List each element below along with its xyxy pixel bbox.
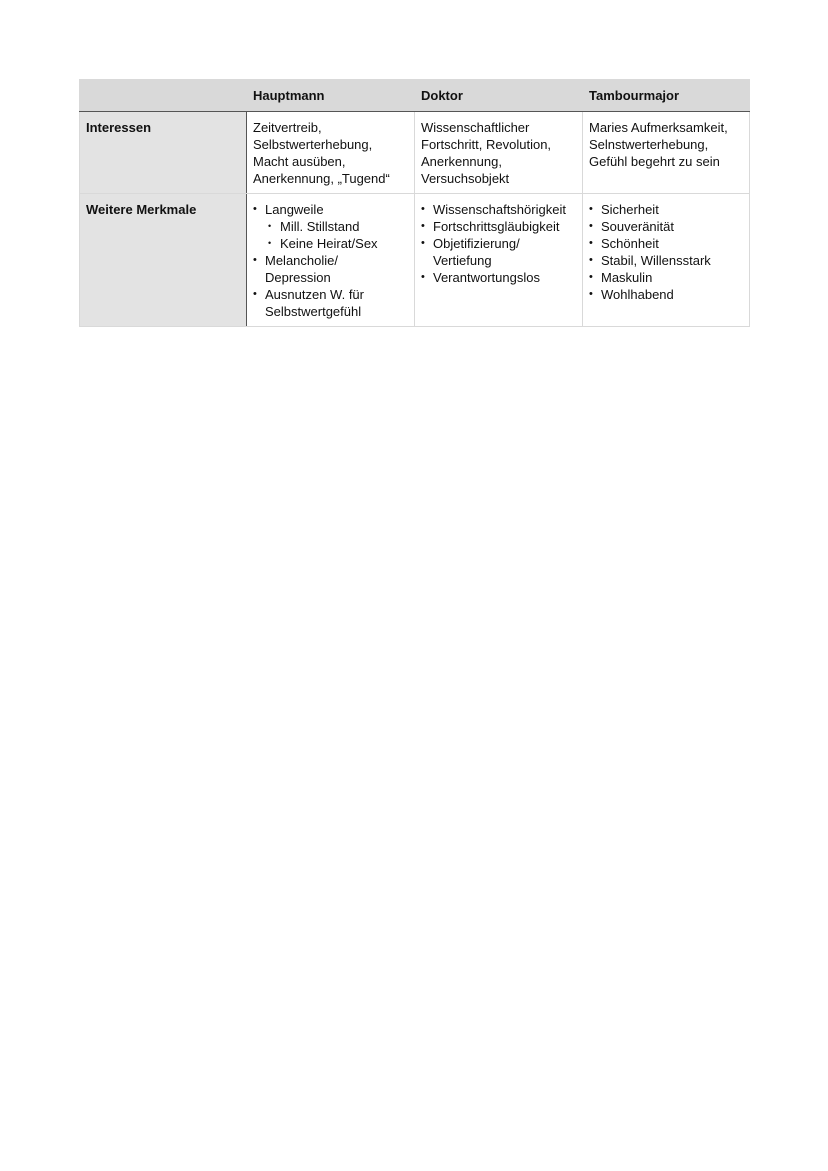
table-row-interessen [80, 112, 750, 194]
list-item-text: Verantwortungslos [433, 270, 540, 285]
cell-interessen-doktor [415, 112, 583, 194]
cell-merkmale-doktor [415, 194, 583, 327]
list-item-text: Langweile [265, 202, 324, 217]
list-item [589, 269, 743, 286]
list-item [589, 201, 743, 218]
header-tambourmajor: Tambourmajor [583, 80, 750, 112]
bullet-list [421, 201, 576, 286]
cell-text: Zeitvertreib, Selbstwerterhebung, Macht ausüben, Anerkennung, „Tugend“ [253, 120, 390, 186]
list-item [268, 235, 408, 252]
list-item-text: Objetifizierung/ Vertiefung [433, 236, 520, 268]
sub-bullet-list [268, 218, 408, 252]
cell-interessen-tambourmajor [583, 112, 750, 194]
bullet-list [589, 201, 743, 303]
list-item [421, 235, 576, 269]
table-body [80, 112, 750, 327]
table-header [80, 80, 750, 112]
cell-text: Wissenschaftlicher Fortschritt, Revolution, Anerkennung, Versuchsobjekt [421, 120, 552, 186]
list-item-text: Schönheit [601, 236, 659, 251]
cell-interessen-hauptmann [247, 112, 415, 194]
list-item [421, 218, 576, 235]
header-doktor: Doktor [415, 80, 583, 112]
header-row [80, 80, 750, 112]
list-item [421, 269, 576, 286]
list-item-text: Sicherheit [601, 202, 659, 217]
list-item-text: Keine Heirat/Sex [280, 236, 378, 251]
header-hauptmann: Hauptmann [247, 80, 415, 112]
list-item [253, 201, 408, 252]
list-item-text: Souveränität [601, 219, 674, 234]
list-item-text: Maskulin [601, 270, 653, 285]
bullet-list [253, 201, 408, 320]
cell-merkmale-hauptmann [247, 194, 415, 327]
list-item-text: Stabil, Willensstark [601, 253, 711, 268]
row-label-weitere-merkmale: Weitere Merkmale [80, 194, 247, 327]
list-item-text: Wohlhabend [601, 287, 674, 302]
list-item [589, 235, 743, 252]
header-corner-cell [80, 80, 247, 112]
list-item [589, 286, 743, 303]
list-item [268, 218, 408, 235]
cell-text: Maries Aufmerksamkeit, Selnstwerterhebung, Gefühl begehrt zu sein [589, 120, 728, 169]
list-item-text: Fortschrittsgläubigkeit [433, 219, 560, 234]
list-item-text: Wissenschaftshörigkeit [433, 202, 566, 217]
list-item-text: Melancholie/ Depression [265, 253, 338, 285]
list-item-text: Mill. Stillstand [280, 219, 360, 234]
row-label-interessen: Interessen [80, 112, 247, 194]
list-item [253, 252, 408, 286]
list-item-text: Ausnutzen W. für Selbstwertgefühl [265, 287, 364, 319]
list-item [253, 286, 408, 320]
table-row-weitere-merkmale [80, 194, 750, 327]
character-comparison-table [79, 79, 750, 327]
list-item [589, 252, 743, 269]
list-item [421, 201, 576, 218]
list-item [589, 218, 743, 235]
cell-merkmale-tambourmajor [583, 194, 750, 327]
